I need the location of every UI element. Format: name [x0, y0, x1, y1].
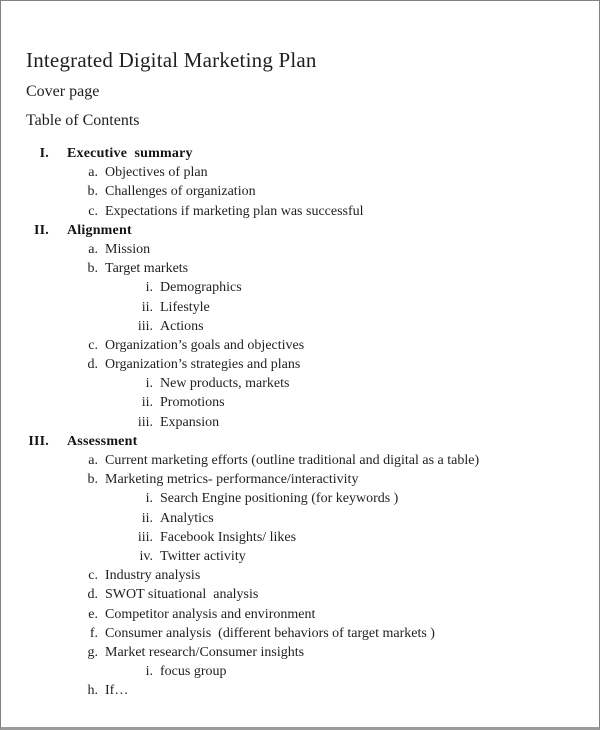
toc-item	[1, 202, 599, 221]
toc-item-label: Actions	[160, 318, 204, 334]
toc-item-marker: b.	[87, 184, 98, 200]
toc-item	[1, 432, 599, 451]
toc-item-label: Market research/Consumer insights	[105, 644, 305, 660]
toc-item-marker: a.	[88, 165, 98, 181]
toc-item-label: Expectations if marketing plan was successful	[105, 203, 364, 219]
toc-item-marker: ii.	[141, 510, 153, 526]
toc-item-marker: i.	[145, 491, 153, 507]
toc-item-label: SWOT situational analysis	[105, 587, 259, 603]
toc-item	[1, 278, 599, 297]
toc-item-label: Challenges of organization	[105, 184, 256, 200]
toc-item-marker: I.	[39, 146, 49, 161]
toc-item-label: Consumer analysis (different behaviors of target markets )	[105, 625, 435, 641]
toc-item	[1, 393, 599, 412]
toc-item	[1, 355, 599, 374]
toc-item-label: Assessment	[67, 433, 138, 449]
toc-item-label: Organization’s goals and objectives	[105, 337, 305, 353]
toc-item-marker: i.	[145, 376, 153, 392]
toc-item	[1, 259, 599, 278]
toc-item	[1, 605, 599, 624]
toc-item	[1, 374, 599, 393]
toc-item-label: Target markets	[105, 261, 189, 277]
toc-item-marker: d.	[87, 357, 98, 373]
cover-page-label: Cover page	[26, 83, 100, 100]
toc-item	[1, 144, 599, 163]
toc-item-marker: h.	[87, 683, 98, 699]
toc-item-label: Objectives of plan	[105, 165, 208, 181]
toc-item-marker: iii.	[137, 318, 153, 334]
toc-item-label: Marketing metrics- performance/interactivity	[105, 472, 359, 488]
toc-item-marker: ii.	[141, 299, 153, 315]
toc-item-marker: c.	[88, 203, 98, 219]
toc-heading: Table of Contents	[26, 112, 140, 129]
toc-item	[1, 566, 599, 585]
toc-item-marker: c.	[88, 337, 98, 353]
toc-item-label: Industry analysis	[105, 568, 201, 584]
toc-item-marker: II.	[34, 222, 49, 238]
toc-item	[1, 528, 599, 547]
toc-item-marker: i.	[145, 280, 153, 296]
toc-item-label: Current marketing efforts (outline traditional and digital as a table)	[105, 453, 480, 468]
toc-item	[1, 624, 599, 643]
toc-item-label: Analytics	[160, 510, 214, 526]
toc-item	[1, 221, 599, 240]
table-of-contents-list	[1, 144, 599, 699]
toc-item	[1, 336, 599, 355]
toc-item-label: Promotions	[160, 395, 225, 411]
toc-item-marker: iii.	[137, 414, 153, 430]
toc-item-marker: b.	[87, 261, 98, 277]
toc-item	[1, 470, 599, 489]
toc-item-label: Organization’s strategies and plans	[105, 357, 301, 373]
toc-item	[1, 681, 599, 699]
toc-item	[1, 163, 599, 182]
document-title: Integrated Digital Marketing Plan	[26, 48, 317, 72]
toc-item	[1, 298, 599, 317]
toc-item-marker: a.	[88, 453, 98, 468]
toc-item	[1, 317, 599, 336]
toc-item-label: focus group	[160, 664, 227, 680]
toc-item-label: Demographics	[160, 280, 242, 296]
toc-item-marker: iii.	[137, 529, 153, 545]
toc-item-label: If…	[105, 683, 129, 699]
toc-item-marker: f.	[89, 625, 98, 641]
toc-item-marker: iv.	[139, 548, 153, 564]
toc-item	[1, 182, 599, 201]
toc-item	[1, 547, 599, 566]
toc-item-label: Facebook Insights/ likes	[160, 529, 297, 545]
toc-item-marker: III.	[28, 433, 49, 449]
toc-item-marker: a.	[88, 241, 98, 257]
toc-item	[1, 662, 599, 681]
toc-item-marker: c.	[88, 568, 98, 584]
toc-item-label: Competitor analysis and environment	[105, 606, 316, 622]
toc-item-marker: d.	[87, 587, 98, 603]
toc-item	[1, 413, 599, 432]
toc-item	[1, 585, 599, 604]
toc-item	[1, 451, 599, 470]
toc-item	[1, 240, 599, 259]
toc-item-marker: e.	[88, 606, 98, 622]
toc-item	[1, 509, 599, 528]
toc-item-marker: ii.	[141, 395, 153, 411]
toc-item	[1, 643, 599, 662]
toc-item-label: Expansion	[160, 414, 220, 430]
toc-item-marker: g.	[87, 644, 98, 660]
toc-item-label: Executive summary	[67, 146, 193, 161]
toc-item-label: Search Engine positioning (for keywords )	[160, 491, 399, 507]
toc-item-marker: b.	[87, 472, 98, 488]
toc-item	[1, 489, 599, 508]
toc-item-label: Twitter activity	[160, 548, 246, 564]
toc-item-label: Lifestyle	[160, 299, 210, 315]
toc-item-marker: i.	[145, 664, 153, 680]
toc-item-label: New products, markets	[160, 376, 290, 392]
toc-item-label: Alignment	[67, 222, 132, 238]
toc-item-label: Mission	[105, 241, 151, 257]
